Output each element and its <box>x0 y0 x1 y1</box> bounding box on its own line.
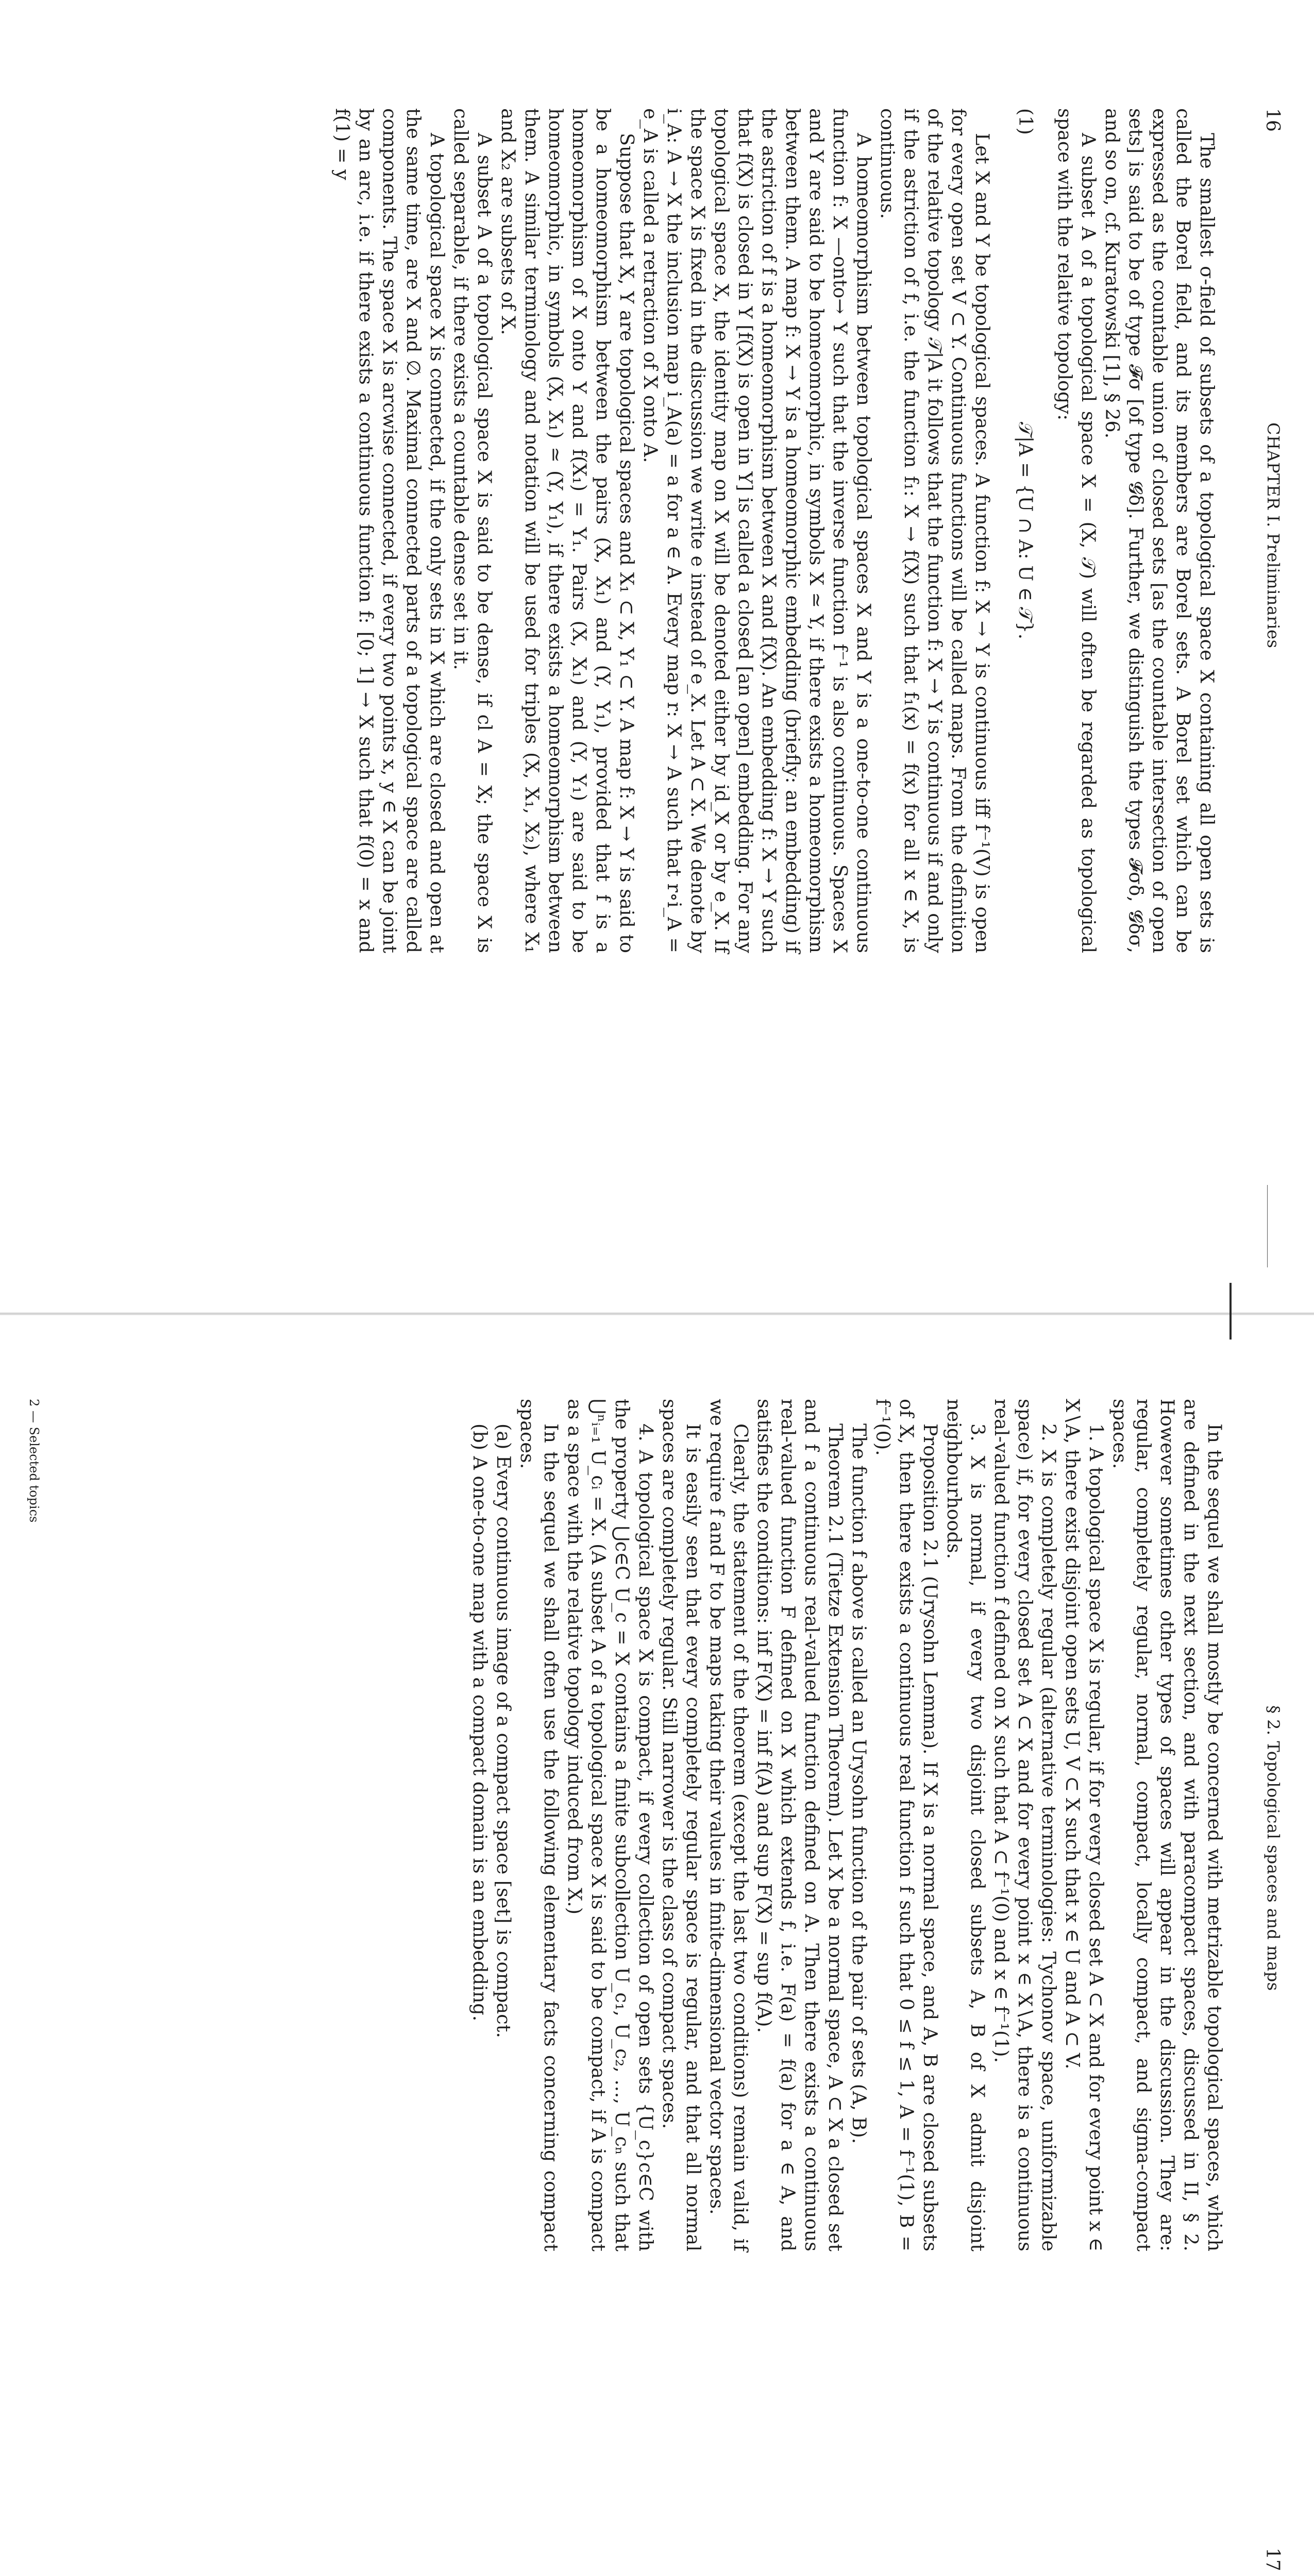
paragraph-clearly: Clearly, the statement of the theorem (except the last two conditions) remain valid, if we require f and F to be maps taking their values in finite-dimensional vector spaces. <box>706 1399 752 2251</box>
paragraph-urysohn-lemma: Proposition 2.1 (Urysohn Lemma). If X is a normal space, and A, B are closed subsets of X, then there exists a continuous real function f such that 0 ≤ f ≤ 1, A = f⁻¹(1), B = f⁻¹(0). <box>872 1399 941 2251</box>
display-formula-block <box>1014 108 1037 953</box>
crop-mark-thin <box>1267 1185 1268 1267</box>
paragraph-tietze-theorem: Theorem 2.1 (Tietze Extension Theorem). Let X be a normal space, A ⊂ X a closed set and f a continuous real-valued function defined on A. Then there exists a continuous real-valued function F defined on X which extends f, i.e. F(a) = f(a) for a ∈ A, and satisfies the conditions: inf F(X) = inf f(A) and sup F(X) = sup f(A). <box>753 1399 847 2251</box>
paragraph-compact: 4. A topological space X is compact, if every collection of open sets {U_c}c∈C with the property ⋃c∈C U_c = X contains a finite subcollection U_c₁, U_c₂, …, U_cₙ such that ⋃ⁿᵢ₌₁ U_cᵢ = X. (A subset A of a topological space X is said to be compact, if A is compact as a space with the relative topology induced from X.) <box>564 1399 657 2251</box>
paragraph-pairs: Suppose that X, Y are topological spaces and X₁ ⊂ X, Y₁ ⊂ Y. A map f: X → Y is said to be a homeomorphism between the pairs (X, X₁) and (Y, Y₁), provided that f is a homeomorphism of X onto Y and f(X₁) = Y₁. Pairs (X, X₁) and (Y, Y₁) are said to be homeomorphic, in symbols (X, X₁) ≃ (Y, Y₁), if there exists a homeomorphism between them. A similar terminology and notation will be used for triples (X, X₁, X₂), where X₁ and X₂ are subsets of X. <box>497 108 638 953</box>
paragraph-easily-seen: It is easily seen that every completely regular space is regular, and that all normal spaces are completely regular. Still narrower is the class of compact spaces. <box>659 1399 704 2251</box>
page-number: 17 <box>1262 2548 1283 2571</box>
paragraph-dense: A subset A of a topological space X is said to be dense, if cl A = X; the space X is called separable, if there exists a countable dense set in it. <box>450 108 496 953</box>
paragraph-connected: A topological space X is connected, if the only sets in X which are closed and open at the same time, are X and ∅. Maximal connected parts of a topological space are called components. The space X is arcwise connected, if every two points x, y ∈ X can be joint by an arc, i.e. if there exists a continuous function f: [0; 1] → X such that f(0) = x and f(1) = y <box>331 108 448 953</box>
paragraph-homeomorphism: A homeomorphism between topological spaces X and Y is a one-to-one continuous function f: X —onto→ Y such that the inverse function f⁻¹ is also continuous. Spaces X and Y are said to be homeomorphic, in symbols X ≃ Y, if there exists a homeomorphism between them. A map f: X → Y is a homeomorphic embedding (briefly: an embedding) if the astriction of f is a homeomorphism between X and f(X). An embedding f: X → Y such that f(X) is closed in Y [f(X) is open in Y] is called a closed [an open] embedding. For any topological space X, the identity map on X will be denoted either by id_X or by e_X. If the space X is fixed in the discussion we write e instead of e_X. Let A ⊂ X. We denote by i_A: A → X the inclusion map i_A(a) = a for a ∈ A. Every map r: X → A such that r∘i_A = e_A is called a retraction of X onto A. <box>639 108 875 953</box>
paragraph-continuous-functions: Let X and Y be topological spaces. A function f: X → Y is continuous iff f⁻¹(V) is open for every open set V ⊂ Y. Continuous functions will be called maps. From the definition of the relative topology 𝒯|A it follows that the function f: X → Y is continuous if and only if the astriction of f, i.e. the function f₁: X → f(X) such that f₁(x) = f(x) for all x ∈ X, is continuous. <box>877 108 993 953</box>
text-column <box>468 1399 1226 2251</box>
page-number: 16 <box>1262 108 1283 132</box>
paragraph-urysohn-function: The function f above is called an Urysohn function of the pair of sets (A, B). <box>848 1423 870 2144</box>
list-item-a: (a) Every continuous image of a compact space [set] is compact. <box>493 1423 515 2038</box>
running-head: § 2. Topological spaces and maps <box>1264 1705 1283 1991</box>
running-head: CHAPTER I. Preliminaries <box>1264 422 1283 649</box>
display-formula: 𝒯|A = {U ∩ A: U ∈ 𝒯}. <box>1015 421 1037 640</box>
text-column <box>330 108 1219 953</box>
paragraph-normal: 3. X is normal, if every two disjoint closed subsets A, B of X admit disjoint neighbourhoods. <box>943 1399 989 2251</box>
list-item-b: (b) A one-to-one map with a compact domain is an embedding. <box>469 1423 491 2022</box>
paragraph-regular: 1. A topological space X is regular, if for every closed set A ⊂ X and for every point x ∈ X∖A, there exist disjoint open sets U, V ⊂ X such that x ∈ U and A ⊂ V. <box>1062 1399 1107 2251</box>
footer-signature: 2 — Selected topics <box>27 1399 41 1523</box>
right-page <box>0 1314 1314 2576</box>
equation-number: (1) <box>1015 108 1037 135</box>
paragraph-borel-field: The smallest σ-field of subsets of a topological space X containing all open sets is called the Borel field, and its members are Borel sets. A Borel set which can be expressed as the countable union of closed sets [as the countable intersection of open sets] is said to be of type 𝓕σ [of type 𝓖δ]. Further, we distinguish the types 𝓕σδ, 𝓖δσ, and so on, cf. Kuratowski [1], § 26. <box>1101 108 1218 953</box>
paragraph-completely-regular: 2. X is completely regular (alternative terminologies: Tychonov space, uniformizable space) if, for every closed set A ⊂ X and for every point x ∈ X∖A, there is a continuous real-valued function f defined on X such that A ⊂ f⁻¹(0) and x ∈ f⁻¹(1). <box>990 1399 1060 2251</box>
paragraph-intro: In the sequel we shall mostly be concerned with metrizable topological spaces, which are defined in the next section, and with paracompact spaces, discussed in II, § 2. However sometimes other types of spaces will appear in the discussion. They are: regular, completely regular, normal, compact, locally compact, and sigma-compact spaces. <box>1109 1399 1226 2251</box>
paragraph-relative-topology: A subset A of a topological space X = (X, 𝒯) will often be regarded as topological space with the relative topology: <box>1054 108 1100 953</box>
paragraph-sequel: In the sequel we shall often use the following elementary facts concerning compact spaces. <box>516 1399 562 2251</box>
